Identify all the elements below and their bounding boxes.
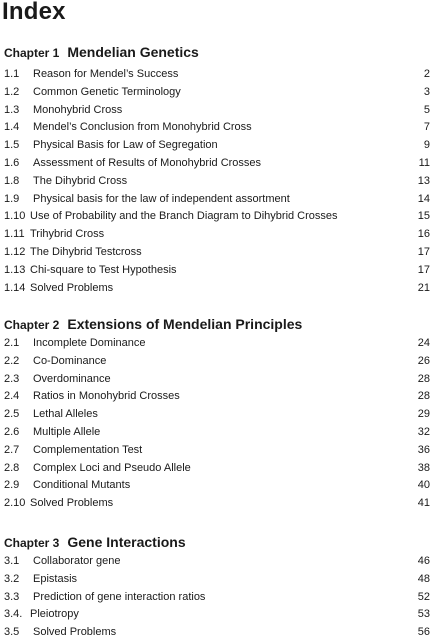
entry-number: 3.2 [4,572,20,585]
entry-page-number: 24 [417,337,430,349]
toc-entry[interactable] [4,119,430,136]
entry-number: 1.4 [4,121,20,134]
toc-entry[interactable] [4,280,430,297]
entry-title: Lethal Alleles [33,408,98,421]
entry-number: 2.7 [4,443,20,456]
entry-title: Prediction of gene interaction ratios [33,590,206,603]
entry-number: 2.5 [4,408,20,421]
entry-page-number: 40 [417,479,430,492]
entry-number: 2.6 [4,426,20,438]
entry-number: 1.1 [4,68,20,80]
entry-page-number: 13 [417,174,430,187]
entry-page-number: 17 [417,246,430,258]
toc-entry[interactable] [4,571,430,588]
entry-page-number: 21 [417,281,430,294]
entry-title: Common Genetic Terminology [33,85,181,98]
entry-title: The Dihybrid Cross [33,174,128,187]
toc-entry[interactable] [4,137,430,154]
toc-entry[interactable] [4,424,430,441]
entry-title: Physical basis for the law of independent assortment [33,192,290,205]
entry-number: 1.2 [4,85,20,98]
entry-page-number: 26 [417,354,430,367]
entry-number: 2.1 [4,337,20,349]
entry-number: 1.9 [4,192,20,205]
chapter-name: Mendelian Genetics [67,44,199,60]
toc-entry[interactable] [4,244,430,261]
chapter-label: Chapter 2 [4,318,60,332]
toc-entry[interactable] [4,102,430,119]
entry-page-number: 36 [417,443,430,456]
entry-title: Reason for Mendel’s Success [33,68,179,80]
toc-entry[interactable] [4,208,430,225]
toc-entry[interactable] [4,66,430,83]
entry-number: 2.2 [4,354,20,367]
entry-title: Complex Loci and Pseudo Allele [33,461,191,474]
entry-page-number: 2 [423,68,430,80]
entry-page-number: 17 [417,263,430,276]
toc-entry[interactable] [4,495,430,512]
entry-page-number: 15 [417,210,430,223]
toc-entry[interactable] [4,262,430,279]
entry-title: Physical Basis for Law of Segregation [33,139,218,152]
entry-title: Epistasis [33,572,78,585]
chapter-label: Chapter 3 [4,536,60,550]
chapter-label: Chapter 1 [4,46,60,60]
entry-title: Mendel’s Conclusion from Monohybrid Cross [33,121,252,134]
entry-page-number: 16 [417,228,430,241]
entry-page-number: 28 [417,390,430,403]
chapter-name: Gene Interactions [67,534,186,550]
entry-page-number: 11 [418,157,430,169]
index-title: Index [2,0,66,25]
entry-number: 1.3 [4,103,20,116]
entry-title: Pleiotropy [30,608,79,621]
entry-title: Assessment of Results of Monohybrid Crosses [33,157,262,169]
entry-page-number: 56 [417,626,430,639]
toc-entry[interactable] [4,442,430,459]
entry-number: 2.3 [4,372,20,385]
entry-title: Monohybrid Cross [33,103,123,116]
toc-entry[interactable] [4,589,430,606]
entry-title: The Dihybrid Testcross [30,246,142,258]
entry-number: 3.5 [4,626,20,639]
entry-number: 1.8 [4,174,20,187]
chapter-heading [4,42,199,62]
entry-title: Conditional Mutants [33,479,131,492]
entry-title: Trihybrid Cross [30,228,105,241]
entry-number: 2.9 [4,479,20,492]
entry-title: Incomplete Dominance [33,337,146,349]
toc-entry[interactable] [4,624,430,641]
entry-number: 1.5 [4,139,20,152]
entry-page-number: 3 [423,85,430,98]
entry-title: Overdominance [33,372,111,385]
toc-entry[interactable] [4,606,430,623]
entry-number: 3.4. [4,608,23,621]
entry-title: Co-Dominance [33,354,107,367]
toc-entry[interactable] [4,371,430,388]
chapter-heading [4,314,302,334]
toc-entry[interactable] [4,353,430,370]
chapter-name: Extensions of Mendelian Principles [67,316,303,332]
entry-number: 3.3 [4,590,20,603]
entry-title: Complementation Test [33,443,143,456]
entry-number: 2.4 [4,390,20,403]
entry-page-number: 41 [417,497,430,510]
entry-number: 1.13 [4,263,26,276]
entry-page-number: 14 [417,192,430,205]
entry-title: Solved Problems [33,626,117,639]
entry-title: Use of Probability and the Branch Diagram to Dihybrid Crosses [30,210,338,223]
entry-page-number: 29 [417,408,430,421]
entry-page-number: 9 [423,139,430,152]
toc-entry[interactable] [4,191,430,208]
entry-number: 1.10 [4,210,26,223]
entry-page-number: 52 [417,590,430,603]
toc-entry[interactable] [4,226,430,243]
entry-number: 1.11 [4,228,25,241]
toc-entry[interactable] [4,460,430,477]
entry-title: Multiple Allele [33,426,101,438]
toc-entry[interactable] [4,553,430,570]
toc-entry[interactable] [4,406,430,423]
entry-number: 1.12 [4,246,26,258]
toc-entry[interactable] [4,335,430,352]
entry-page-number: 38 [417,461,430,474]
entry-page-number: 53 [417,608,430,621]
entry-page-number: 48 [417,572,430,585]
entry-title: Collaborator gene [33,555,121,567]
entry-page-number: 46 [417,555,430,567]
toc-entry[interactable] [4,388,430,405]
entry-number: 3.1 [4,555,20,567]
entry-number: 2.8 [4,461,20,474]
entry-page-number: 7 [423,121,430,134]
toc-entry[interactable] [4,155,430,172]
toc-entry[interactable] [4,84,430,101]
entry-title: Solved Problems [30,281,114,294]
entry-title: Ratios in Monohybrid Crosses [33,390,180,403]
entry-number: 1.6 [4,157,20,169]
entry-page-number: 28 [417,372,430,385]
entry-number: 2.10 [4,497,26,510]
entry-page-number: 32 [417,426,430,438]
entry-title: Chi-square to Test Hypothesis [30,263,177,276]
entry-title: Solved Problems [30,497,114,510]
entry-page-number: 5 [423,103,430,116]
toc-entry[interactable] [4,477,430,494]
entry-number: 1.14 [4,281,26,294]
toc-entry[interactable] [4,173,430,190]
chapter-heading [4,532,186,552]
